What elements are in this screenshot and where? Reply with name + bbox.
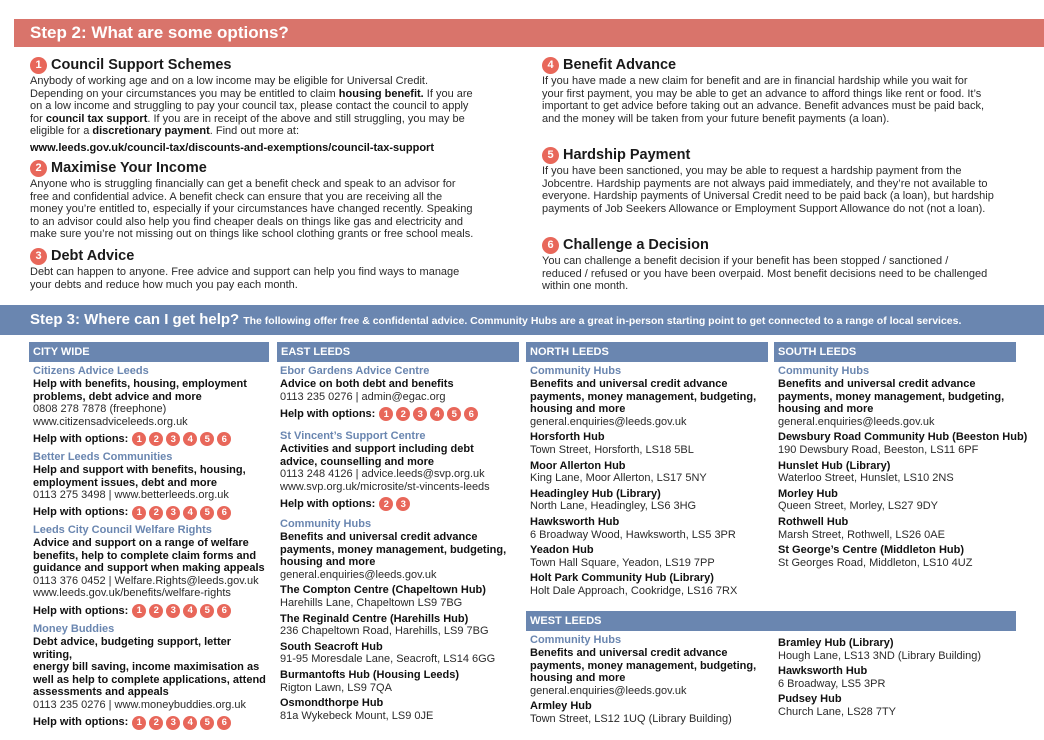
option-heading <box>30 159 500 177</box>
option-text-line <box>30 279 500 292</box>
community-hubs-email: general.enquiries@leeds.gov.uk <box>530 415 687 428</box>
option-number-badge: 3 <box>413 407 427 421</box>
org-description: Activities and support including debt <box>280 443 474 455</box>
option-text: free and confidential advice. A benefit check can ensure that you are receiving all the <box>30 190 443 203</box>
org-contact: www.citizensadviceleeds.org.uk <box>33 415 188 428</box>
option-text: important to get advice before taking out an advance. Benefit advances must be paid back, <box>542 100 985 113</box>
option-text: your first payment, you may be able to get an advance to afford things like rent or food. It’s <box>542 87 982 100</box>
option-text-line <box>30 191 500 204</box>
community-hubs-description: payments, money management, budgeting, <box>530 659 757 672</box>
hub-name: Rothwell Hub <box>778 515 849 528</box>
option-number-badge: 4 <box>183 604 197 618</box>
option-number-badge: 2 <box>149 604 163 618</box>
option-text: money you’re entitled to, especially if your circumstances have changed recently. Speaking <box>30 203 473 216</box>
org-description: guidance and support when making appeals <box>33 562 265 575</box>
option-number-badge: 6 <box>217 506 231 520</box>
west-hubs-list <box>778 637 1018 719</box>
step2-title: Step 2: What are some options? <box>30 23 289 42</box>
hub-address: 6 Broadway, LS5 3PR <box>778 677 886 690</box>
option-emphasis: housing benefit. <box>338 87 424 100</box>
community-hubs-email: general.enquiries@leeds.gov.uk <box>778 415 935 428</box>
column-header-city-wide: CITY WIDE <box>29 342 269 362</box>
org-name: St Vincent’s Support Centre <box>280 430 426 442</box>
org-contact: www.svp.org.uk/microsite/st-vincents-leeds <box>280 480 490 493</box>
org-description: assessments and appeals <box>33 686 169 699</box>
option-number-badge: 5 <box>447 407 461 421</box>
hub-name: Hawksworth Hub <box>530 515 620 528</box>
option-text: and the money will be taken from your future benefit payments (a loan). <box>542 112 890 125</box>
hub-address: North Lane, Headingley, LS6 3HG <box>530 500 697 513</box>
option-number-badge: 2 <box>30 160 47 177</box>
option-text-line <box>542 280 1022 293</box>
option-number-badge: 2 <box>379 497 393 511</box>
option-number-badge: 6 <box>217 604 231 618</box>
org-description: problems, debt advice and more <box>33 390 202 403</box>
option-text-line <box>542 165 1022 178</box>
option-number-badge: 5 <box>200 432 214 446</box>
option-text-line <box>542 113 1022 126</box>
org-description: energy bill saving, income maximisation as <box>33 661 260 674</box>
option-hardship-payment <box>542 146 1022 215</box>
option-number-badge: 4 <box>183 506 197 520</box>
step2-banner <box>14 19 1044 47</box>
option-number-badge: 1 <box>132 506 146 520</box>
community-hubs-email: general.enquiries@leeds.gov.uk <box>280 568 437 581</box>
hub-address: Town Hall Square, Yeadon, LS19 7PP <box>530 556 715 569</box>
option-link: www.leeds.gov.uk/council-tax/discounts-and-exemptions/council-tax-support <box>30 141 434 154</box>
option-number-badge: 1 <box>132 604 146 618</box>
hub-address: 81a Wykebeck Mount, LS9 0JE <box>280 709 434 722</box>
column-header-east-leeds: EAST LEEDS <box>277 342 519 362</box>
hub-name: The Reginald Centre (Harehills Hub) <box>280 612 469 625</box>
option-text-line <box>30 75 500 88</box>
community-hubs-description: Benefits and universal credit advance <box>778 378 976 390</box>
community-hubs-title: Community Hubs <box>778 365 870 377</box>
option-body <box>30 266 500 291</box>
option-heading <box>542 236 1022 254</box>
option-text: to an advisor could also help you find cheaper deals on things like gas and electricity and <box>30 215 463 228</box>
option-number-badge: 4 <box>542 57 559 74</box>
hub-name: St George’s Centre (Middleton Hub) <box>778 544 964 557</box>
hub-address: Rigton Lawn, LS9 7QA <box>280 681 392 694</box>
org-description: Help and support with benefits, housing, <box>33 464 246 476</box>
hub-address: Holt Dale Approach, Cookridge, LS16 7RX <box>530 584 738 597</box>
help-with-options <box>33 432 273 446</box>
option-text-line <box>542 255 1022 268</box>
hub-address: Hough Lane, LS13 3ND (Library Building) <box>778 649 982 662</box>
org-contact: www.leeds.gov.uk/benefits/welfare-rights <box>33 587 231 600</box>
hub-name: Armley Hub <box>530 700 592 713</box>
help-with-options <box>33 716 273 730</box>
option-number-badge: 6 <box>464 407 478 421</box>
column-header-west-leeds: WEST LEEDS <box>526 611 1016 631</box>
option-heading <box>542 56 1022 74</box>
option-text-line <box>542 268 1022 281</box>
step3-subtitle: The following offer free & confidental advice. Community Hubs are a great in-person starting point to get connected to a range of local services. <box>243 315 962 327</box>
option-number-badge: 4 <box>430 407 444 421</box>
option-text-line <box>30 178 500 191</box>
option-text: If you are <box>423 87 473 100</box>
hub-name: The Compton Centre (Chapeltown Hub) <box>280 584 486 597</box>
community-hubs-description: housing and more <box>530 672 626 685</box>
org-contact: 0113 235 0276 | admin@egac.org <box>280 390 446 403</box>
hub-name: Morley Hub <box>778 487 838 500</box>
community-hubs-description: payments, money management, budgeting, <box>530 390 757 403</box>
option-number-badge: 1 <box>379 407 393 421</box>
option-text: Depending on your circumstances you may be entitled to claim <box>30 87 339 100</box>
org-name: Citizens Advice Leeds <box>33 365 149 377</box>
community-hubs-title: Community Hubs <box>530 365 622 377</box>
option-text-line <box>542 75 1022 88</box>
help-with-options <box>33 506 273 520</box>
option-title: Council Support Schemes <box>51 57 232 73</box>
option-text: Debt can happen to anyone. Free advice and support can help you find ways to manage <box>30 266 460 278</box>
option-text: payments of Job Seekers Allowance or Employment Support Allowance do not (not a loan). <box>542 202 986 215</box>
option-benefit-advance <box>542 56 1022 125</box>
option-number-badge: 1 <box>132 432 146 446</box>
option-number-badge: 3 <box>166 716 180 730</box>
step3-banner <box>0 305 1044 335</box>
hub-address: St Georges Road, Middleton, LS10 4UZ <box>778 556 973 569</box>
org-contact: 0113 376 0452 | Welfare.Rights@leeds.gov.uk <box>33 574 259 587</box>
step3-title: Step 3: Where can I get help? The following offer free & confidental advice. Community Hubs are a great in-person starting point to get connected to a range of local services. <box>30 311 962 328</box>
option-number-badge: 3 <box>166 432 180 446</box>
community-hubs-description: Benefits and universal credit advance <box>280 531 478 543</box>
option-text: your debts and reduce how much you pay each month. <box>30 278 298 291</box>
option-body <box>542 255 1022 293</box>
hub-name: Bramley Hub (Library) <box>778 637 894 649</box>
option-number-badge: 5 <box>200 716 214 730</box>
option-text: . Find out more at: <box>209 125 300 138</box>
org-description: Debt advice, budgeting support, letter writing, <box>33 636 232 661</box>
option-text: Jobcentre. Hardship payments are not always paid immediately, and they’re not available to <box>542 177 988 190</box>
community-hubs-description: Benefits and universal credit advance <box>530 647 728 659</box>
hub-address: Marsh Street, Rothwell, LS26 0AE <box>778 528 945 541</box>
hub-address: Town Street, LS12 1UQ (Library Building) <box>530 712 732 725</box>
option-number-badge: 2 <box>149 716 163 730</box>
hub-address: 190 Dewsbury Road, Beeston, LS11 6PF <box>778 443 979 456</box>
option-body <box>30 178 500 241</box>
help-label: Help with options: <box>33 716 129 729</box>
org-st-vincents <box>280 430 520 511</box>
community-hubs-description: Benefits and universal credit advance <box>530 378 728 390</box>
community-hubs-south <box>778 365 1028 569</box>
option-number-badge: 6 <box>217 716 231 730</box>
option-title: Debt Advice <box>51 248 135 264</box>
hub-name: Pudsey Hub <box>778 693 842 706</box>
option-challenge-decision <box>542 236 1022 293</box>
option-emphasis: discretionary payment <box>92 125 210 138</box>
option-number-badge: 1 <box>132 716 146 730</box>
option-number-badge: 4 <box>183 716 197 730</box>
community-hubs-description: housing and more <box>280 556 376 569</box>
org-citizens-advice-leeds <box>33 365 273 446</box>
option-title: Challenge a Decision <box>563 237 709 253</box>
hub-name: Yeadon Hub <box>530 544 594 557</box>
option-heading <box>542 146 1022 164</box>
option-text-line <box>30 203 500 216</box>
org-description: employment issues, debt and more <box>33 476 217 489</box>
option-text: everyone. Hardship payments of Universal Credit need to be paid back (a loan), but hardship <box>542 190 994 203</box>
org-contact: 0113 248 4126 | advice.leeds@svp.org.uk <box>280 468 485 481</box>
org-description: well as help to complete applications, attend <box>33 673 266 686</box>
hub-name: Burmantofts Hub (Housing Leeds) <box>280 668 460 681</box>
option-debt-advice <box>30 247 500 291</box>
hub-name: Holt Park Community Hub (Library) <box>530 572 714 585</box>
community-hubs-west <box>530 634 770 726</box>
option-text-line <box>30 125 500 138</box>
community-hubs-description: payments, money management, budgeting, <box>280 543 507 556</box>
option-text: If you have made a new claim for benefit and are in financial hardship while you wait for <box>542 75 968 87</box>
option-number-badge: 5 <box>542 147 559 164</box>
option-text-line <box>30 266 500 279</box>
help-with-options <box>33 604 273 618</box>
org-better-leeds-communities <box>33 451 273 520</box>
org-description: advice, counselling and more <box>280 455 435 468</box>
hub-address: Town Street, Horsforth, LS18 5BL <box>530 443 694 456</box>
hub-name: Hunslet Hub (Library) <box>778 459 891 472</box>
option-text: You can challenge a benefit decision if your benefit has been stopped / sanctioned / <box>542 255 949 267</box>
option-heading <box>30 247 500 265</box>
help-label: Help with options: <box>33 604 129 617</box>
community-hubs-description: housing and more <box>778 403 874 416</box>
option-body <box>30 75 500 155</box>
option-body <box>542 75 1022 125</box>
option-number-badge: 2 <box>149 506 163 520</box>
hub-address: Waterloo Street, Hunslet, LS10 2NS <box>778 472 954 485</box>
option-number-badge: 4 <box>183 432 197 446</box>
community-hubs-email: general.enquiries@leeds.gov.uk <box>530 684 687 697</box>
org-contact: 0113 235 0276 | www.moneybuddies.org.uk <box>33 698 247 711</box>
option-text-line <box>542 203 1022 216</box>
help-label: Help with options: <box>33 433 129 446</box>
org-welfare-rights <box>33 524 273 618</box>
option-text: make sure you’re not missing out on things like school clothing grants or free school meals. <box>30 228 474 241</box>
help-with-options <box>280 407 520 421</box>
hub-name: Horsforth Hub <box>530 431 605 444</box>
hub-address: 91-95 Moresdale Lane, Seacroft, LS14 6GG <box>280 653 496 666</box>
option-council-support <box>30 56 500 155</box>
option-number-badge: 5 <box>200 506 214 520</box>
option-number-badge: 6 <box>542 237 559 254</box>
option-number-badge: 5 <box>200 604 214 618</box>
option-text: for <box>30 112 46 125</box>
option-number-badge: 3 <box>166 604 180 618</box>
help-label: Help with options: <box>280 498 376 511</box>
option-emphasis: council tax support <box>45 112 148 125</box>
option-text-line <box>30 216 500 229</box>
option-text: within one month. <box>542 280 629 293</box>
option-text-line <box>542 178 1022 191</box>
org-name: Better Leeds Communities <box>33 451 173 463</box>
option-text: . If you are in receipt of the above and still struggling, you may be <box>147 112 465 125</box>
option-body <box>542 165 1022 215</box>
option-text: Anyone who is struggling financially can get a benefit check and speak to an advisor for <box>30 178 456 190</box>
option-text: If you have been sanctioned, you may be able to request a hardship payment from the <box>542 165 962 177</box>
option-text-line <box>30 88 500 101</box>
org-contact: 0113 275 3498 | www.betterleeds.org.uk <box>33 489 229 502</box>
org-name: Ebor Gardens Advice Centre <box>280 365 430 377</box>
hub-address: 6 Broadway Wood, Hawksworth, LS5 3PR <box>530 528 736 541</box>
hub-name: Hawksworth Hub <box>778 665 868 678</box>
option-title: Benefit Advance <box>563 57 677 73</box>
option-text-line <box>542 100 1022 113</box>
help-label: Help with options: <box>33 506 129 519</box>
column-header-north-leeds: NORTH LEEDS <box>526 342 768 362</box>
option-maximise-income <box>30 159 500 241</box>
community-hubs-description: housing and more <box>530 403 626 416</box>
column-header-south-leeds: SOUTH LEEDS <box>774 342 1016 362</box>
option-text-line <box>542 190 1022 203</box>
community-hubs-east <box>280 518 520 722</box>
org-description: benefits, help to complete claim forms and <box>33 549 257 562</box>
option-text: eligible for a <box>30 125 93 138</box>
org-money-buddies <box>33 623 273 730</box>
hub-name: Dewsbury Road Community Hub (Beeston Hub) <box>778 431 1028 444</box>
option-text-line <box>542 88 1022 101</box>
hub-address: Harehills Lane, Chapeltown LS9 7BG <box>280 596 463 609</box>
hub-address: King Lane, Moor Allerton, LS17 5NY <box>530 472 707 485</box>
org-description: Help with benefits, housing, employment <box>33 378 247 390</box>
community-hubs-title: Community Hubs <box>280 518 372 530</box>
community-hubs-title: Community Hubs <box>530 634 622 646</box>
option-number-badge: 1 <box>30 57 47 74</box>
help-label: Help with options: <box>280 407 376 420</box>
option-text-line <box>30 113 500 126</box>
hub-name: South Seacroft Hub <box>280 640 383 653</box>
option-number-badge: 3 <box>396 497 410 511</box>
option-heading <box>30 56 500 74</box>
org-name: Leeds City Council Welfare Rights <box>33 524 212 536</box>
org-description: Advice on both debt and benefits <box>280 378 454 390</box>
hub-address: 236 Chapeltown Road, Harehills, LS9 7BG <box>280 625 489 638</box>
org-description: Advice and support on a range of welfare <box>33 537 249 549</box>
option-text-line <box>30 100 500 113</box>
option-title: Maximise Your Income <box>51 160 207 176</box>
option-text: reduced / refused or you have been overpaid. Most benefit decisions need to be challenged <box>542 267 988 280</box>
option-number-badge: 2 <box>149 432 163 446</box>
hub-address: Queen Street, Morley, LS27 9DY <box>778 500 938 513</box>
hub-name: Headingley Hub (Library) <box>530 487 661 500</box>
option-number-badge: 2 <box>396 407 410 421</box>
option-text-line <box>30 228 500 241</box>
community-hubs-north <box>530 365 770 598</box>
hub-name: Moor Allerton Hub <box>530 459 626 472</box>
help-with-options <box>280 497 520 511</box>
org-contact: 0808 278 7878 (freephone) <box>33 403 167 416</box>
hub-address: Church Lane, LS28 7TY <box>778 705 897 718</box>
option-text: on a low income and struggling to pay your council tax, please contact the council to apply <box>30 100 469 113</box>
hub-name: Osmondthorpe Hub <box>280 697 384 710</box>
org-ebor-gardens <box>280 365 520 421</box>
option-text: Anybody of working age and on a low income may be eligible for Universal Credit. <box>30 75 429 87</box>
option-title: Hardship Payment <box>563 147 691 163</box>
org-name: Money Buddies <box>33 623 115 635</box>
option-number-badge: 3 <box>166 506 180 520</box>
option-number-badge: 6 <box>217 432 231 446</box>
community-hubs-description: payments, money management, budgeting, <box>778 390 1005 403</box>
option-number-badge: 3 <box>30 248 47 265</box>
